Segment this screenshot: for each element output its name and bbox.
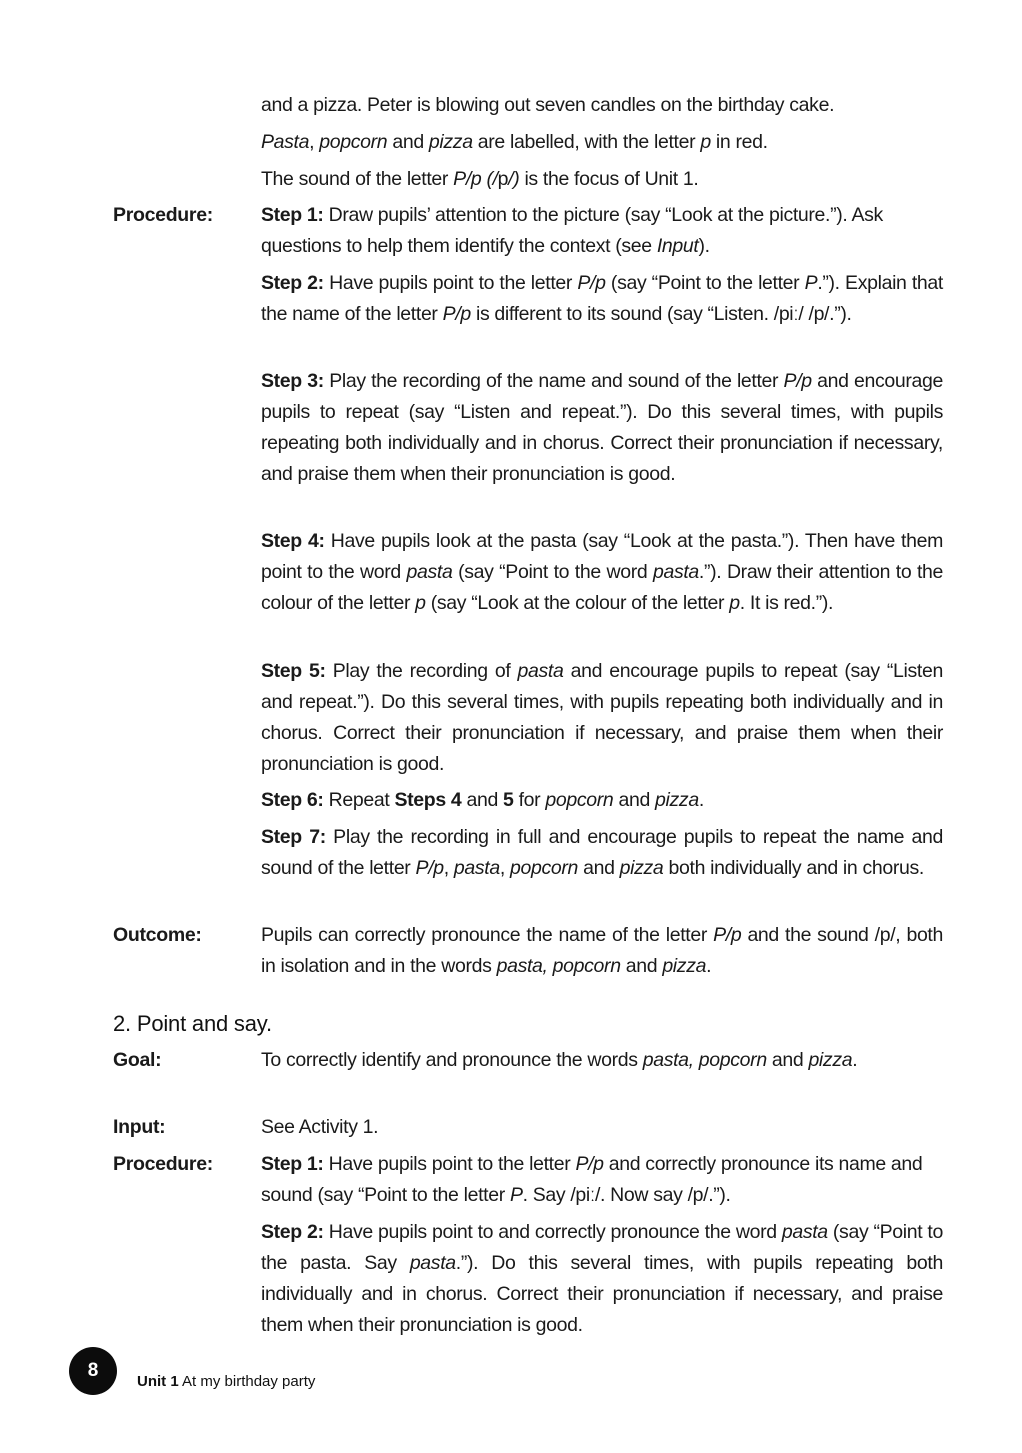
page-number-badge: [69, 1347, 117, 1395]
paragraph-text: [261, 526, 943, 619]
text-run: both individually and in chorus.: [663, 857, 924, 879]
bold-run: Step 1:: [261, 1153, 324, 1175]
paragraph-row: [113, 164, 943, 195]
activity-2-heading: 2. Point and say.: [113, 1011, 272, 1036]
italic-run: pasta, popcorn: [496, 955, 621, 977]
text-run: .: [706, 955, 712, 977]
text-run: is the focus of Unit 1.: [519, 168, 699, 190]
text-run: and: [461, 789, 504, 811]
italic-run: Pasta: [261, 131, 310, 153]
text-run: and encourage pupils to repeat (say “Listen and repeat.”). Do this several times, with pupils repeating both individually and in chorus. Correct their pronunciation if necessary, and praise them when their pronunciation is good.: [261, 660, 943, 775]
text-run: See Activity 1.: [261, 1116, 379, 1138]
section-label: Procedure:: [113, 1153, 213, 1175]
footer-unit-title: At my birthday party: [182, 1373, 316, 1390]
italic-run: P: [804, 272, 818, 294]
section-label: [113, 366, 261, 490]
paragraph-row: [113, 200, 943, 262]
text-run: for: [513, 789, 546, 811]
bold-run: Step 3:: [261, 370, 324, 392]
text-run: and encourage pupils to repeat (say “Listen and repeat.”). Do this several times, with pupils repeating both individually and in chorus. Correct their pronunciation if necessary, and praise them when their pronunciation is good.: [261, 370, 943, 485]
bold-run: 5: [503, 789, 514, 811]
text-run: in red.: [710, 131, 768, 153]
section-label: [113, 127, 261, 158]
italic-run: pasta, popcorn: [642, 1049, 767, 1071]
paragraph-text: [261, 127, 943, 158]
italic-run: P/p (/: [453, 168, 498, 190]
paragraph-text: [261, 1112, 943, 1143]
italic-run: Input: [656, 235, 699, 257]
text-run: and: [387, 131, 429, 153]
italic-run: pasta: [406, 561, 453, 583]
italic-run: P/p: [713, 924, 742, 946]
paragraph-text: [261, 785, 943, 816]
text-run: ,: [499, 857, 510, 879]
text-run: Play the recording of: [325, 660, 518, 682]
paragraph-row: [113, 1112, 943, 1143]
text-run: Repeat: [323, 789, 395, 811]
text-run: ,: [443, 857, 454, 879]
italic-run: p: [415, 592, 426, 614]
paragraph-row: [113, 822, 943, 884]
paragraph-row: [113, 1045, 943, 1076]
text-run: .: [698, 789, 704, 811]
section-label: Procedure:: [113, 204, 213, 226]
italic-run: pizza: [428, 131, 473, 153]
text-run: Have pupils point to and correctly pronounce the word: [323, 1221, 782, 1243]
bold-run: Steps 4: [394, 789, 462, 811]
section-label: Input:: [113, 1116, 166, 1138]
paragraph-row: [113, 526, 943, 619]
text-run: . Say /piː/. Now say /p/.”).: [522, 1184, 731, 1206]
section-label: [113, 656, 261, 780]
text-run: and: [613, 789, 656, 811]
text-run: and the sound /p/, both in isolation and in the words: [261, 924, 943, 977]
paragraph-text: [261, 200, 943, 262]
text-run: .”). Do this several times, with pupils repeating both individually and in chorus. Correct their pronunciation if necessary, and praise them when their pronunciation is good.: [261, 1252, 943, 1336]
paragraph-text: [261, 920, 943, 982]
paragraph-text: [261, 90, 943, 121]
text-run: Draw pupils’ attention to the picture (say “Look at the picture.”). Ask questions to help them identify the context (see: [261, 204, 883, 257]
paragraph-text: [261, 1217, 943, 1341]
running-footer: [137, 1373, 315, 1391]
italic-run: p: [729, 592, 740, 614]
text-run: Have pupils look at the pasta (say “Look at the pasta.”). Then have them point to the word: [261, 530, 943, 583]
paragraph-text: [261, 1045, 943, 1076]
page-number: 8: [87, 1360, 99, 1381]
paragraph-row: [113, 268, 943, 330]
italic-run: pasta: [781, 1221, 828, 1243]
italic-run: pasta: [453, 857, 500, 879]
paragraph-text: [261, 366, 943, 490]
paragraph-row: [113, 920, 943, 982]
section-label: [113, 90, 261, 121]
text-run: and correctly pronounce its name and sound (say “Point to the letter: [261, 1153, 923, 1206]
bold-run: Step 5:: [261, 660, 326, 682]
text-run: Have pupils point to the letter: [323, 1153, 576, 1175]
bold-run: Step 2:: [261, 272, 324, 294]
italic-run: P/p: [577, 272, 606, 294]
bold-run: Step 7:: [261, 826, 326, 848]
italic-run: P: [509, 1184, 523, 1206]
paragraph-row: [113, 1217, 943, 1341]
italic-run: popcorn: [319, 131, 388, 153]
section-label: Goal:: [113, 1049, 162, 1071]
italic-run: p: [700, 131, 711, 153]
text-run: (say “Point to the word: [452, 561, 653, 583]
text-run: .: [852, 1049, 858, 1071]
section-label: [113, 526, 261, 619]
bold-run: Step 4:: [261, 530, 325, 552]
text-run: To correctly identify and pronounce the words: [261, 1049, 643, 1071]
italic-run: pizza: [619, 857, 664, 879]
paragraph-row: [113, 656, 943, 780]
paragraph-text: [261, 656, 943, 780]
text-run: and: [766, 1049, 809, 1071]
italic-run: popcorn: [545, 789, 614, 811]
paragraph-row: [113, 785, 943, 816]
italic-run: P/p: [783, 370, 812, 392]
italic-run: P/p: [415, 857, 444, 879]
italic-run: P/p: [442, 303, 471, 325]
italic-run: pizza: [655, 789, 699, 811]
footer-unit-label: Unit 1: [137, 1373, 179, 1390]
paragraph-row: [113, 366, 943, 490]
italic-run: /): [508, 168, 520, 190]
text-run: are labelled, with the letter: [472, 131, 701, 153]
text-run: Play the recording in full and encourage pupils to repeat the name and sound of the letter: [261, 826, 943, 879]
italic-run: P/p: [575, 1153, 604, 1175]
text-run: . It is red.”).: [739, 592, 834, 614]
text-run: .”). Explain that the name of the letter: [261, 272, 943, 325]
text-run: The sound of the letter: [261, 168, 454, 190]
text-run: and a pizza. Peter is blowing out seven candles on the birthday cake.: [261, 94, 835, 116]
italic-run: pasta: [652, 561, 699, 583]
bold-run: Step 1:: [261, 204, 329, 226]
section-label: [113, 1217, 261, 1341]
section-label: [113, 785, 261, 816]
italic-run: pasta: [409, 1252, 456, 1274]
text-run: Have pupils point to the letter: [323, 272, 578, 294]
paragraph-text: [261, 1149, 943, 1211]
section-label: Outcome:: [113, 924, 202, 946]
italic-run: popcorn: [510, 857, 579, 879]
text-run: ,: [309, 131, 320, 153]
text-run: and: [578, 857, 620, 879]
text-run: (say “Look at the colour of the letter: [425, 592, 730, 614]
paragraph-row: [113, 127, 943, 158]
paragraph-text: [261, 822, 943, 884]
italic-run: pizza: [662, 955, 707, 977]
italic-run: pizza: [808, 1049, 853, 1071]
text-run: and: [620, 955, 663, 977]
bold-run: Step 2:: [261, 1221, 324, 1243]
text-run: .”). Draw their attention to the colour of the letter: [261, 561, 943, 614]
text-run: (say “Point to the letter: [605, 272, 805, 294]
bold-run: Step 6:: [261, 789, 324, 811]
section-label: [113, 822, 261, 884]
text-run: Play the recording of the name and sound of the letter: [323, 370, 784, 392]
text-run: ).: [698, 235, 710, 257]
text-run: (say “Point to the pasta. Say: [261, 1221, 943, 1274]
paragraph-text: [261, 268, 943, 330]
section-label: [113, 164, 261, 195]
paragraph-text: [261, 164, 943, 195]
paragraph-row: [113, 1149, 943, 1211]
text-run: is different to its sound (say “Listen. /piː/ /p/.”).: [470, 303, 852, 325]
section-label: [113, 268, 261, 330]
text-run: Pupils can correctly pronounce the name of the letter: [261, 924, 714, 946]
paragraph-row: [113, 90, 943, 121]
text-run: p: [497, 168, 509, 190]
italic-run: pasta: [517, 660, 564, 682]
